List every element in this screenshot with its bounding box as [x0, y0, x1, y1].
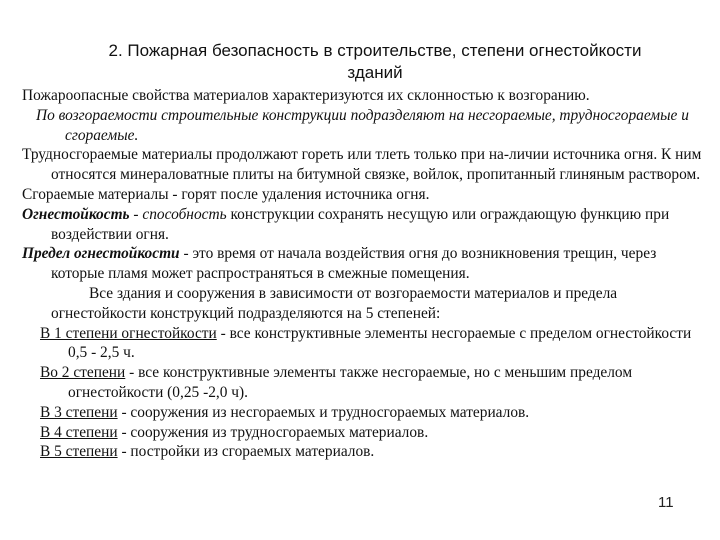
degree-label: В 1 степени огнестойкости — [40, 324, 217, 342]
degree-label: В 3 степени — [40, 403, 118, 421]
slide-body — [22, 86, 712, 462]
paragraph-fire-resistance — [22, 205, 712, 245]
degree-label: В 5 степени — [40, 443, 118, 461]
term-fire-limit: Предел огнестойкости — [22, 245, 180, 263]
degree-text: - сооружения из несгораемых и трудносгораемых материалов. — [117, 403, 530, 421]
paragraph-hardly-combustible: Трудносгораемые материалы продолжают гореть или тлеть только при на-личии источника огня. К ним относятся минераловатные плиты на битумной связке, войлок, пропитанный глиняным раствором. — [22, 146, 702, 184]
degree-text: - сооружения из трудносгораемых материалов. — [117, 423, 429, 441]
definition-text: конструкции сохранять несущую или ограждающую функцию при воздействии огня. — [51, 205, 670, 243]
paragraph-classification: По возгораемости строительные конструкции подразделяют на несгораемые, трудносгораемые и сгораемые. — [36, 106, 689, 144]
paragraph-combustible: Сгораемые материалы - горят после удаления источника огня. — [22, 185, 430, 203]
degree-text: - постройки из сгораемых материалов. — [117, 443, 375, 461]
italic-ability: способность — [142, 205, 227, 223]
degree-item — [22, 324, 712, 364]
degree-item — [22, 442, 712, 462]
degree-text: - все конструктивные элементы также несгораемые, но с меньшим пределом огнестойкости (0,25 -2,0 ч). — [68, 364, 633, 401]
dash: - — [129, 205, 143, 223]
definition-text: - это время от начала воздействия огня до возникновения трещин, через которые пламя может распространяться в смежные помещения. — [51, 245, 657, 283]
degree-text: - все конструктивные элементы несгораемые с пределом огнестойкости 0,5 - 2,5 ч. — [68, 324, 692, 362]
paragraph-five-degrees: Все здания и сооружения в зависимости от возгораемости материалов и предела огнестойкости конструкций подразделяются на 5 степеней: — [51, 284, 618, 322]
degree-item — [22, 363, 712, 403]
degree-item — [22, 423, 712, 443]
degree-item — [22, 403, 712, 423]
slide-title: 2. Пожарная безопасность в строительстве, степени огнестойкости зданий — [108, 41, 642, 82]
paragraph-fire-properties: Пожароопасные свойства материалов характеризуются их склонностью к возгоранию. — [22, 87, 590, 104]
paragraph-fire-limit — [22, 244, 712, 284]
degree-label: Во 2 степени — [40, 364, 126, 382]
degree-label: В 4 степени — [40, 423, 118, 441]
page-number: 11 — [658, 494, 674, 511]
term-fire-resistance: Огнестойкость — [22, 205, 130, 223]
